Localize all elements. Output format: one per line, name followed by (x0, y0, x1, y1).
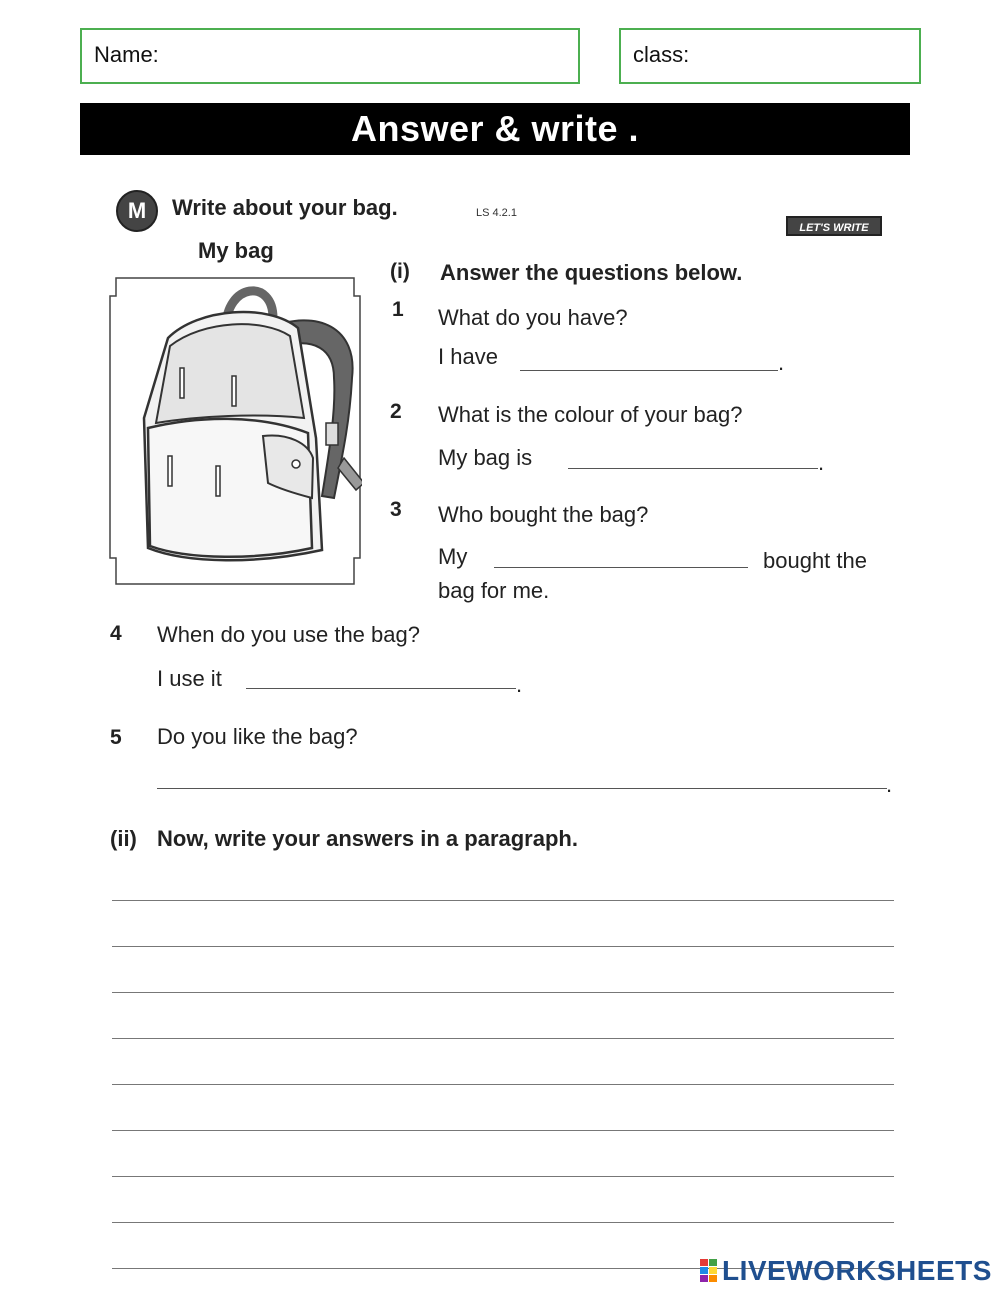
answer-prompt-1: I have (438, 344, 498, 369)
writing-line[interactable] (112, 1176, 894, 1177)
exercise-heading: Write about your bag. (172, 195, 398, 220)
writing-line[interactable] (112, 900, 894, 901)
question-4: When do you use the bag? (157, 622, 420, 647)
answer-period-4: . (516, 672, 523, 697)
answer-blank-3[interactable] (494, 567, 748, 568)
class-label: class: (633, 42, 690, 67)
brand-text: LIVEWORKSHEETS (722, 1255, 992, 1286)
writing-line[interactable] (112, 946, 894, 947)
liveworksheets-icon (700, 1259, 718, 1283)
name-field[interactable] (80, 28, 580, 84)
answer-period-1: . (778, 350, 785, 375)
part-i-instruction: Answer the questions below. (440, 260, 743, 285)
lets-write-tag: LET'S WRITE (786, 216, 882, 236)
question-number-2: 2 (390, 400, 402, 423)
question-5: Do you like the bag? (157, 724, 358, 749)
backpack-illustration (108, 268, 362, 590)
answer-blank-4[interactable] (246, 688, 516, 689)
answer-prompt-4: I use it (157, 666, 222, 691)
answer-prompt-2: My bag is (438, 445, 533, 470)
strap-buckle (326, 423, 338, 445)
exercise-badge: M (116, 190, 158, 232)
question-number-4: 4 (110, 622, 122, 645)
question-1: What do you have? (438, 305, 628, 330)
answer-blank-5[interactable] (157, 788, 887, 789)
question-number-5: 5 (110, 726, 122, 749)
writing-line[interactable] (112, 1038, 894, 1039)
answer-blank-2[interactable] (568, 468, 818, 469)
question-number-1: 1 (392, 298, 404, 321)
picture-caption: My bag (198, 238, 274, 263)
part-i-label: (i) (390, 260, 410, 283)
part-ii-label: (ii) (110, 826, 137, 851)
question-2: What is the colour of your bag? (438, 402, 743, 427)
name-label: Name: (94, 42, 159, 67)
answer-blank-1[interactable] (520, 370, 778, 371)
question-3: Who bought the bag? (438, 502, 649, 527)
writing-line[interactable] (112, 992, 894, 993)
question-number-3: 3 (390, 498, 402, 521)
answer-period-5: . (886, 772, 893, 797)
page-title: Answer & write . (80, 103, 910, 155)
writing-line[interactable] (112, 1084, 894, 1085)
writing-line[interactable] (112, 1130, 894, 1131)
exercise-code: LS 4.2.1 (476, 207, 517, 219)
answer-prompt-3: My (438, 544, 468, 569)
answer-period-2: . (818, 450, 825, 475)
part-ii-instruction: Now, write your answers in a paragraph. (157, 826, 578, 851)
answer-prompt-3-cont: bag for me. (438, 578, 550, 603)
writing-line[interactable] (112, 1222, 894, 1223)
strap-end (338, 458, 362, 490)
liveworksheets-logo (700, 1255, 992, 1287)
class-field[interactable] (619, 28, 921, 84)
answer-prompt-3-after: bought the (763, 548, 867, 573)
